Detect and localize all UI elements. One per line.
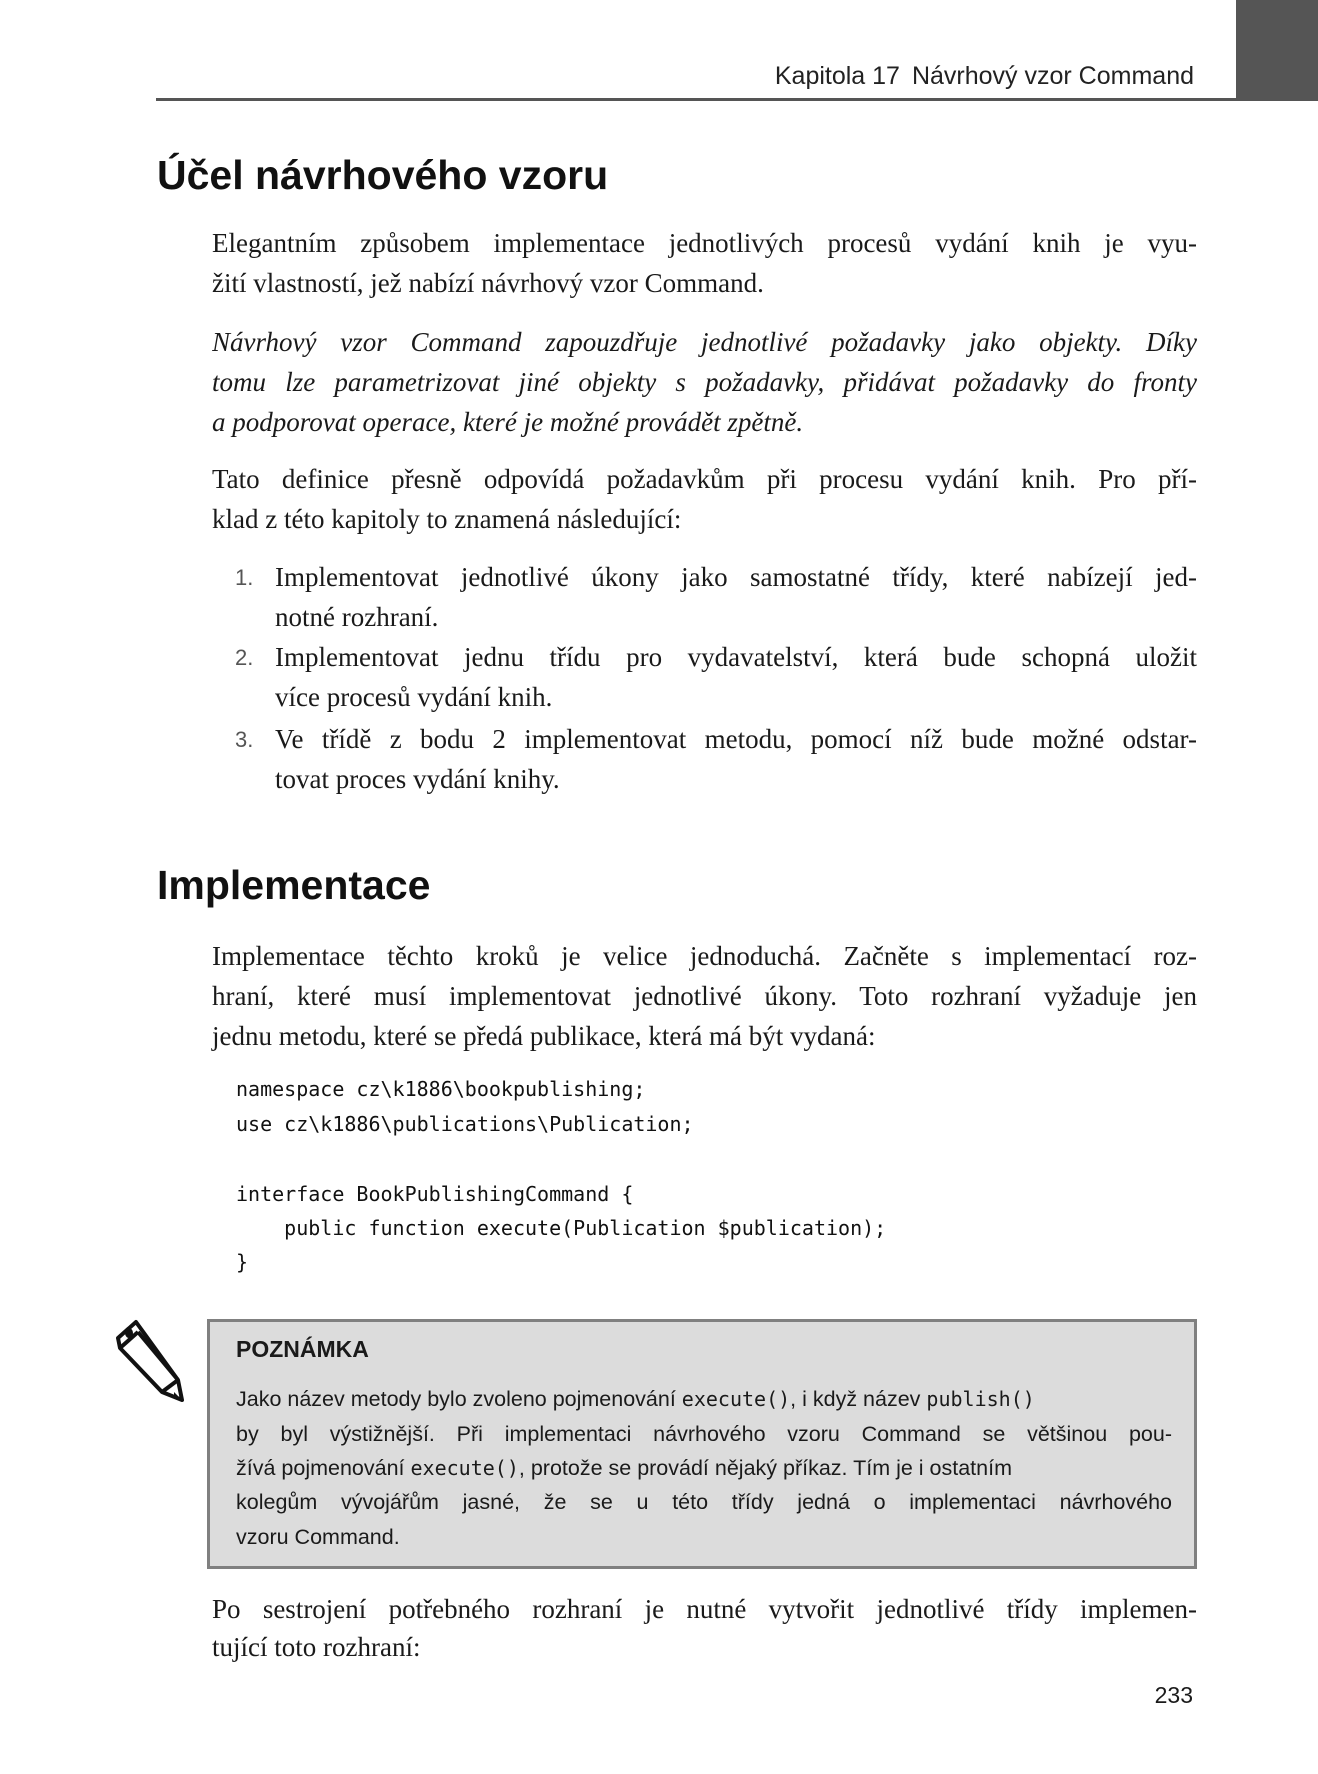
paragraph-line: hraní, které musí implementovat jednotlivé úkony. Toto rozhraní vyžaduje jen — [212, 981, 1197, 1011]
code-line: public function execute(Publication $publication); — [236, 1216, 887, 1240]
list-item-line: Implementovat jednu třídu pro vydavatelství, která bude schopná uložit — [275, 642, 1197, 672]
note-text: Jako název metody bylo zvoleno pojmenování — [236, 1387, 682, 1411]
page-number: 233 — [1154, 1682, 1193, 1708]
section-heading: Implementace — [157, 862, 431, 908]
definition-line: a podporovat operace, které je možné provádět zpětně. — [212, 407, 804, 437]
definition-line: tomu lze parametrizovat jiné objekty s požadavky, přidávat požadavky do fronty — [212, 367, 1197, 397]
note-text: žívá pojmenování — [236, 1456, 411, 1480]
list-item-line: notné rozhraní. — [275, 602, 439, 632]
note-line: kolegům vývojářům jasné, že se u této třídy jedná o implementaci návrhového — [236, 1490, 1172, 1514]
header-rule — [156, 98, 1236, 101]
definition-line: Návrhový vzor Command zapouzdřuje jednotlivé požadavky jako objekty. Díky — [212, 327, 1197, 357]
list-number: 2. — [235, 645, 254, 670]
paragraph-line: jednu metodu, které se předá publikace, která má být vydaná: — [212, 1021, 876, 1051]
paragraph-line: klad z této kapitoly to znamená následující: — [212, 504, 682, 534]
chapter-title: Návrhový vzor Command — [911, 62, 1194, 90]
paragraph-line: Tato definice přesně odpovídá požadavkům při procesu vydání knih. Pro pří- — [212, 464, 1197, 494]
paragraph-line: tující toto rozhraní: — [212, 1632, 421, 1662]
code-line: } — [236, 1250, 249, 1274]
running-header — [775, 62, 1194, 91]
note-line: vzoru Command. — [236, 1525, 400, 1549]
pencil-icon — [112, 1316, 190, 1406]
list-item-line: tovat proces vydání knihy. — [275, 764, 560, 794]
list-item-line: více procesů vydání knih. — [275, 682, 553, 712]
list-number: 1. — [235, 565, 254, 590]
list-item-line: Ve třídě z bodu 2 implementovat metodu, pomocí níž bude možné odstar- — [275, 724, 1197, 754]
note-code: execute() — [681, 1387, 791, 1411]
paragraph-line: Po sestrojení potřebného rozhraní je nutné vytvořit jednotlivé třídy implemen- — [212, 1594, 1197, 1624]
paragraph-line: Implementace těchto kroků je velice jednoduchá. Začněte s implementací roz- — [212, 941, 1197, 971]
note-line: by byl výstižnější. Při implementaci návrhového vzoru Command se většinou pou- — [236, 1422, 1172, 1446]
note-title: POZNÁMKA — [236, 1336, 369, 1362]
chapter-number: Kapitola 17 — [774, 62, 900, 90]
note-text: , protože se provádí nějaký příkaz. Tím je i ostatním — [518, 1456, 1012, 1480]
chapter-tab-marker — [1236, 0, 1318, 101]
note-line — [236, 1451, 1172, 1485]
code-line: interface BookPublishingCommand { — [236, 1182, 634, 1206]
code-line: use cz\k1886\publications\Publication; — [236, 1112, 694, 1136]
note-code: execute() — [410, 1456, 519, 1480]
paragraph-line: Elegantním způsobem implementace jednotlivých procesů vydání knih je vyu- — [212, 228, 1197, 258]
note-code: publish() — [926, 1387, 1035, 1411]
code-line: namespace cz\k1886\bookpublishing; — [236, 1077, 646, 1101]
paragraph-line: žití vlastností, jež nabízí návrhový vzor Command. — [212, 268, 764, 298]
note-line — [236, 1382, 1172, 1416]
note-text: , i když název — [790, 1387, 927, 1411]
list-number: 3. — [235, 727, 254, 752]
section-heading: Účel návrhového vzoru — [157, 152, 609, 198]
list-item-line: Implementovat jednotlivé úkony jako samostatné třídy, které nabízejí jed- — [275, 562, 1197, 592]
